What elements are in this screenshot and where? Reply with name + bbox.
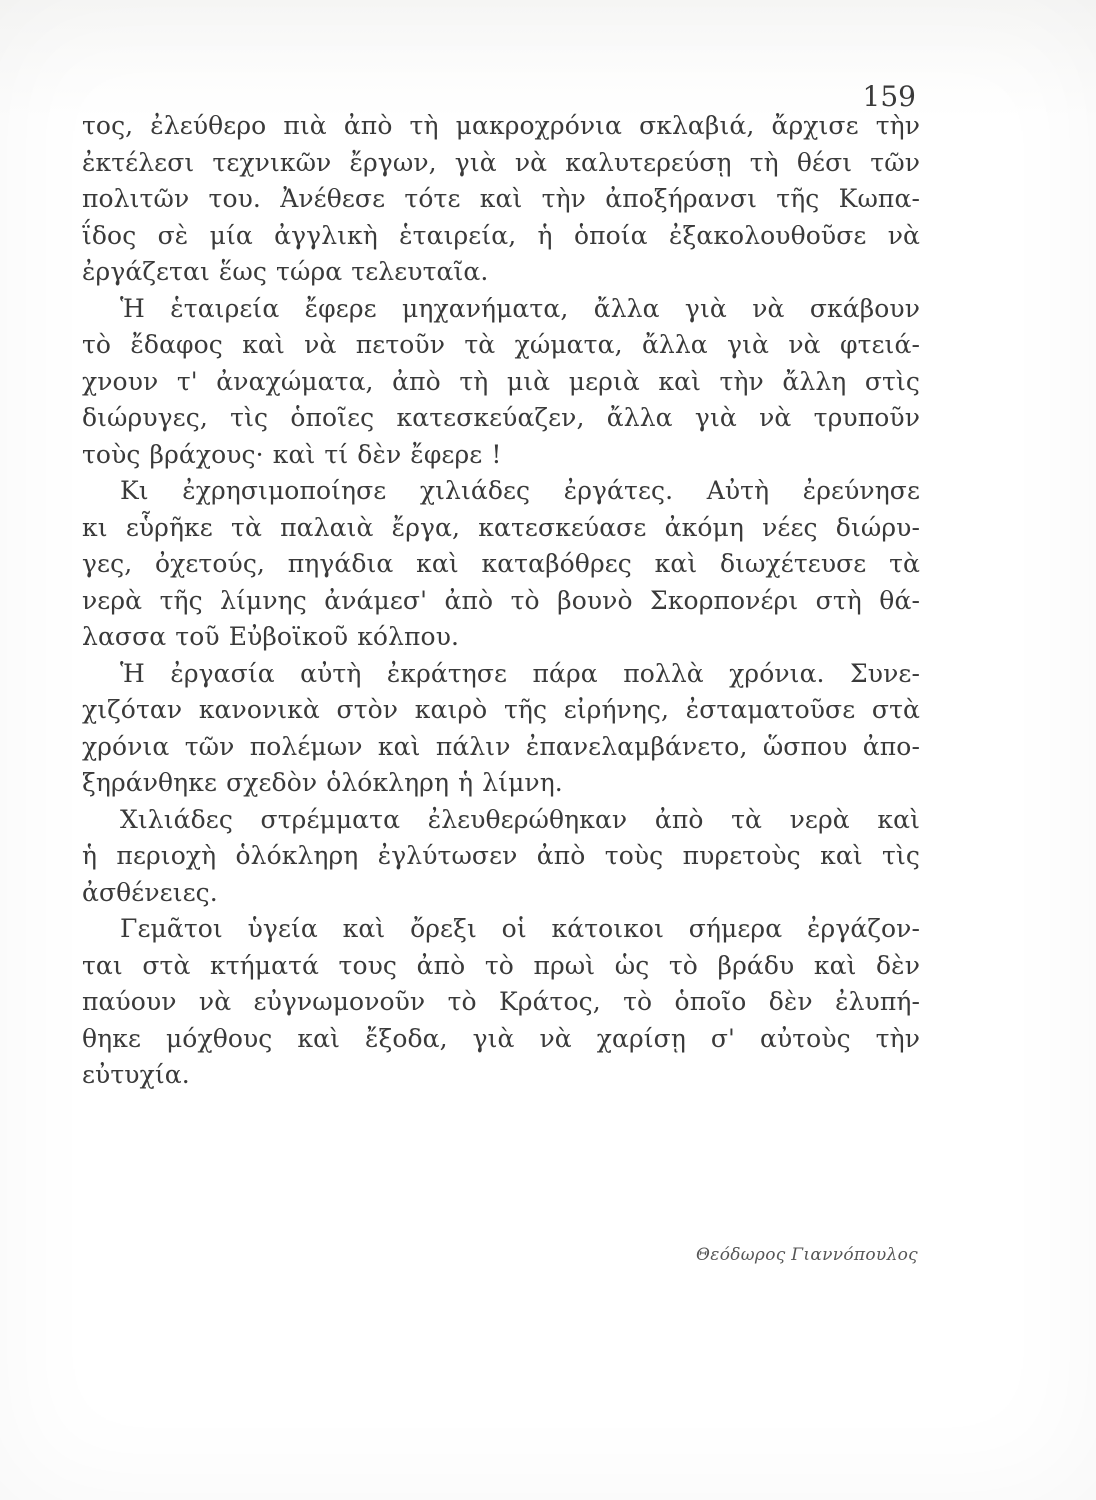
text-line: Χιλιάδες στρέμματα ἐλευθερώθηκαν ἀπὸ τὰ νερὰ καὶ: [120, 804, 920, 834]
text-line: λασσα τοῦ Εὐβοϊκοῦ κόλπου.: [82, 622, 460, 651]
text-line: τὸ ἔδαφος καὶ νὰ πετοῦν τὰ χώματα, ἄλλα γιὰ νὰ φτειά-: [82, 330, 920, 359]
text-line: ται στὰ κτήματά τους ἀπὸ τὸ πρωὶ ὡς τὸ βράδυ καὶ δὲν: [82, 950, 920, 980]
text-line: εὐτυχία.: [82, 1060, 190, 1089]
text-line: ἀσθένειες.: [82, 877, 218, 907]
body-text: [82, 108, 920, 1094]
text-line: Ἡ ἑταιρεία ἔφερε μηχανήματα, ἄλλα γιὰ νὰ σκάβουν: [120, 293, 920, 323]
text-line: τος, ἐλεύθερο πιὰ ἀπὸ τὴ μακροχρόνια σκλαβιά, ἄρχισε τὴν: [82, 111, 920, 140]
author-signature: Θεόδωρος Γιαννόπουλος: [696, 1245, 918, 1265]
text-line: παύουν νὰ εὐγνωμονοῦν τὸ Κράτος, τὸ ὁποῖο δὲν ἐλυπή-: [82, 987, 920, 1016]
text-line: τοὺς βράχους· καὶ τί δὲν ἔφερε !: [82, 439, 502, 469]
text-line: ἐκτέλεσι τεχνικῶν ἔργων, γιὰ νὰ καλυτερεύσῃ τὴ θέσι τῶν: [82, 147, 920, 177]
text-line: κι εὗρῆκε τὰ παλαιὰ ἔργα, κατεσκεύασε ἀκόμη νέες διώρυ-: [82, 512, 920, 542]
text-line: χνουν τ' ἀναχώματα, ἀπὸ τὴ μιὰ μεριὰ καὶ τὴν ἄλλη στὶς: [82, 366, 920, 396]
text-line: ἐργάζεται ἕως τώρα τελευταῖα.: [82, 257, 489, 286]
text-line: ΐδος σὲ μία ἀγγλικὴ ἑταιρεία, ἡ ὁποία ἐξακολουθοῦσε νὰ: [82, 220, 920, 250]
text-line: νερὰ τῆς λίμνης ἀνάμεσ' ἀπὸ τὸ βουνὸ Σκορπονέρι στὴ θά-: [82, 585, 920, 615]
text-line: διώρυγες, τὶς ὁποῖες κατεσκεύαζεν, ἄλλα γιὰ νὰ τρυποῦν: [82, 403, 920, 432]
text-line: χιζόταν κανονικὰ στὸν καιρὸ τῆς εἰρήνης, ἐσταματοῦσε στὰ: [82, 695, 920, 724]
text-line: Ἡ ἐργασία αὐτὴ ἐκράτησε πάρα πολλὰ χρόνια. Συνε-: [120, 658, 920, 688]
text-line: ἡ περιοχὴ ὁλόκληρη ἐγλύτωσεν ἀπὸ τοὺς πυρετοὺς καὶ τὶς: [82, 841, 920, 870]
text-line: γες, ὀχετούς, πηγάδια καὶ καταβόθρες καὶ διωχέτευσε τὰ: [82, 549, 920, 578]
text-line: Γεμᾶτοι ὑγεία καὶ ὄρεξι οἱ κάτοικοι σήμερα ἐργάζον-: [120, 914, 920, 943]
text-line: θηκε μόχθους καὶ ἔξοδα, γιὰ νὰ χαρίσῃ σ' αὐτοὺς τὴν: [82, 1023, 920, 1053]
text-line: χρόνια τῶν πολέμων καὶ πάλιν ἐπανελαμβάνετο, ὥσπου ἀπο-: [82, 731, 920, 761]
text-line: ξηράνθηκε σχεδὸν ὁλόκληρη ἡ λίμνη.: [82, 768, 563, 797]
text-line: πολιτῶν του. Ἀνέθεσε τότε καὶ τὴν ἀποξήρανσι τῆς Κωπα-: [82, 184, 920, 213]
page-number: 159: [862, 80, 916, 113]
text-line: Κι ἐχρησιμοποίησε χιλιάδες ἐργάτες. Αὐτὴ ἐρεύνησε: [120, 476, 920, 505]
